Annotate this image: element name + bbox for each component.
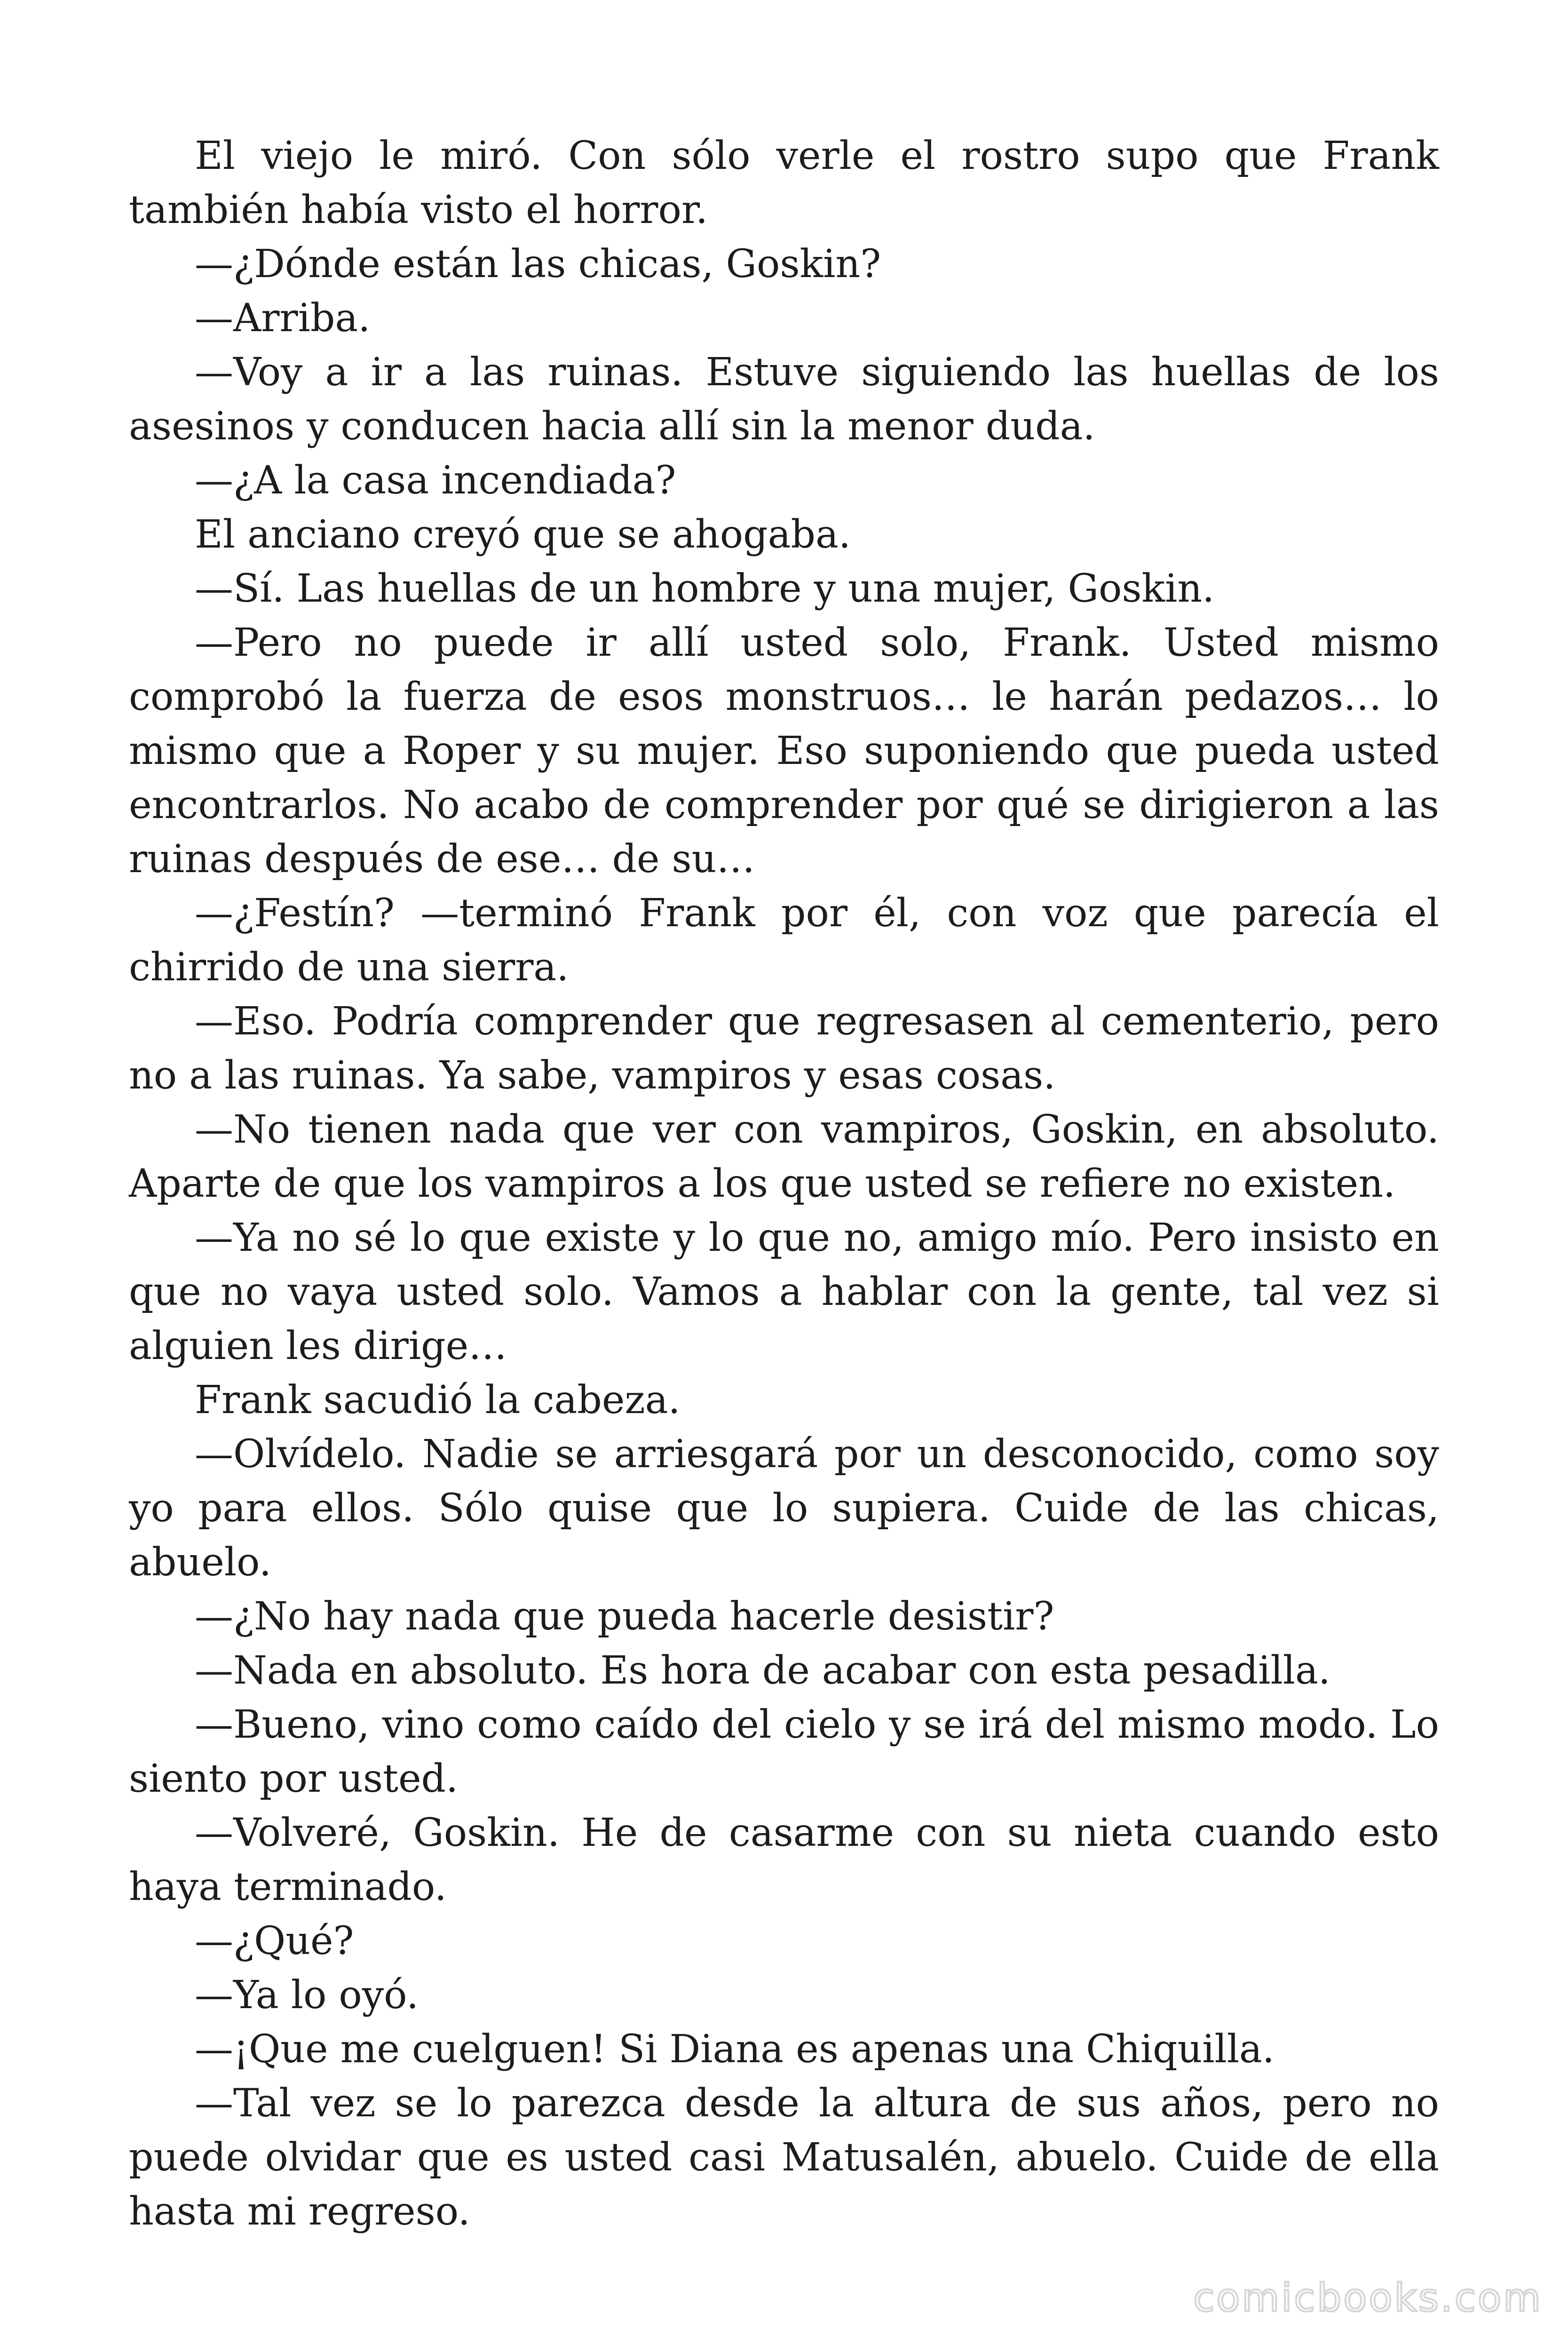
paragraph: —Nada en absoluto. Es hora de acabar con esta pesadilla. [195,1648,1330,1693]
paragraph: —Ya no sé lo que existe y lo que no, amigo mío. Pero insisto en que no vaya usted solo. Vamos a hablar con la gente, tal vez si alguien les dirige… [129,1216,1439,1368]
paragraph: —Bueno, vino como caído del cielo y se irá del mismo modo. Lo siento por usted. [129,1702,1439,1801]
paragraph: El viejo le miró. Con sólo verle el rostro supo que Frank también había visto el horror. [129,134,1439,232]
watermark: comicbooks.com [1193,2276,1543,2320]
paragraph: —¡Que me cuelguen! Si Diana es apenas una Chiquilla. [195,2027,1275,2072]
paragraph: —Ya lo oyó. [195,1973,419,2018]
paragraph: —Volveré, Goskin. He de casarme con su nieta cuando esto haya terminado. [129,1811,1439,1909]
paragraph: Frank sacudió la cabeza. [195,1378,681,1422]
paragraph: —¿Festín? —terminó Frank por él, con voz que parecía el chirrido de una sierra. [129,891,1439,990]
paragraph: El anciano creyó que se ahogaba. [195,512,851,557]
paragraph: —No tienen nada que ver con vampiros, Goskin, en absoluto. Aparte de que los vampiros a los que usted se refiere no existen. [129,1107,1439,1206]
page-body [129,129,1439,2239]
paragraph: —¿Dónde están las chicas, Goskin? [195,242,881,286]
paragraph: —¿No hay nada que pueda hacerle desistir? [195,1594,1054,1639]
paragraph: —¿Qué? [195,1919,354,1963]
paragraph: —Olvídelo. Nadie se arriesgará por un desconocido, como soy yo para ellos. Sólo quise que lo supiera. Cuide de las chicas, abuelo. [129,1432,1439,1585]
paragraph: —Tal vez se lo parezca desde la altura de sus años, pero no puede olvidar que es usted casi Matusalén, abuelo. Cuide de ella hasta mi regreso. [129,2081,1439,2234]
paragraph: —Pero no puede ir allí usted solo, Frank. Usted mismo comprobó la fuerza de esos monstruos… le harán pedazos… lo mismo que a Roper y su mujer. Eso suponiendo que pueda usted encontrarlos. No acabo de comprender por qué se dirigieron a las ruinas después de ese… de su… [129,620,1439,882]
paragraph: —¿A la casa incendiada? [195,458,676,503]
paragraph: —Voy a ir a las ruinas. Estuve siguiendo las huellas de los asesinos y conducen hacia allí sin la menor duda. [129,350,1439,449]
paragraph: —Sí. Las huellas de un hombre y una mujer, Goskin. [195,566,1215,611]
paragraph: —Eso. Podría comprender que regresasen al cementerio, pero no a las ruinas. Ya sabe, vampiros y esas cosas. [129,999,1439,1098]
paragraph: —Arriba. [195,296,371,341]
